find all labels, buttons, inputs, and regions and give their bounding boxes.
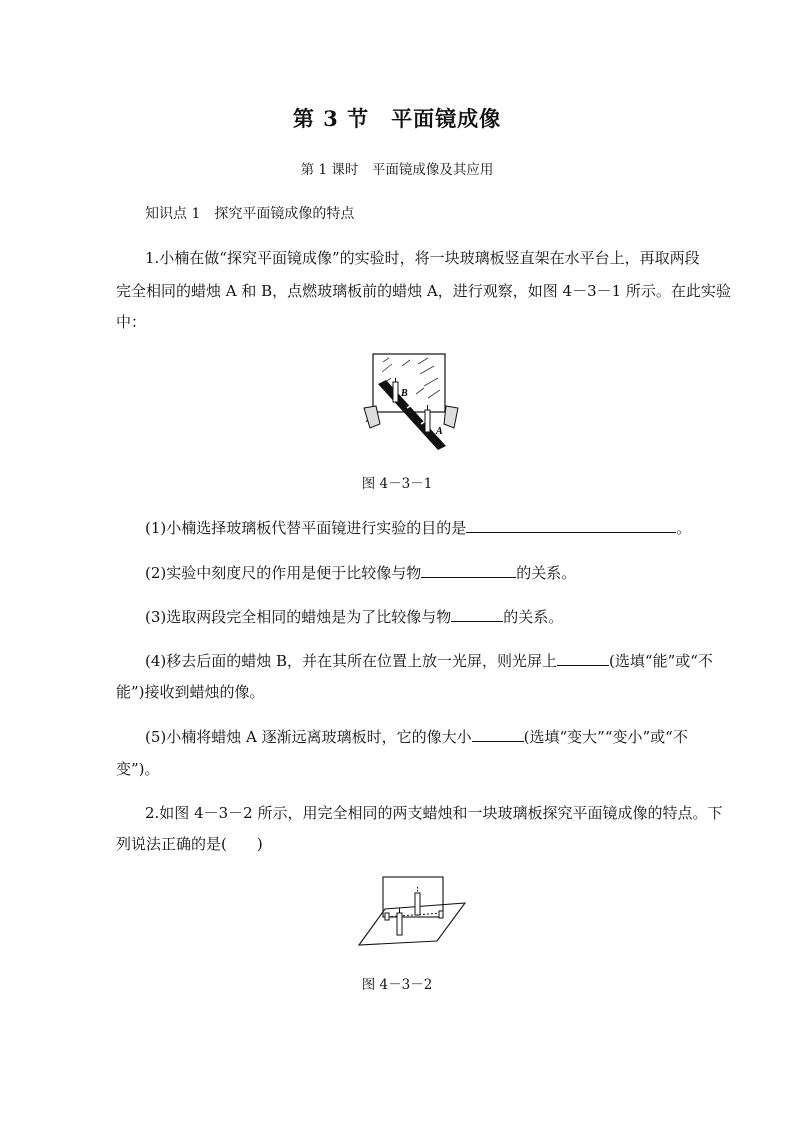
q1-sub4-text: (4)移去后面的蜡烛 B，并在其所在位置上放一光屏，则光屏上 [145,652,558,670]
q2-line-2: 列说法正确的是( ) [116,835,263,853]
q1-sub4-blank[interactable] [557,651,609,666]
candle-front [397,913,402,935]
page-title: 第 3 节 平面镜成像 [292,106,502,131]
q1-sub3 [145,606,563,627]
q1-line-3: 中： [116,313,147,331]
figure-4-3-2-caption: 图 4－3－2 [361,977,433,993]
ruler [378,380,446,450]
figure-4-3-2 [357,873,469,949]
label-b: B [401,388,408,399]
q1-sub4-line1 [145,650,713,671]
q1-sub2-text: (2)实验中刻度尺的作用是便于比较像与物 [145,564,422,582]
q1-sub5-line2: 变”)。 [116,760,160,778]
knowledge-point-heading: 知识点 1 探究平面镜成像的特点 [145,206,355,222]
q1-sub4-end: (选填“能”或“不 [609,652,713,670]
q1-line-2: 完全相同的蜡烛 A 和 B，点燃玻璃板前的蜡烛 A，进行观察，如图 4－3－1 所示。在此实验 [116,282,731,300]
q1-sub3-end: 的关系。 [503,608,564,626]
glass-plate-2 [383,877,443,917]
q1-sub1-blank[interactable] [466,518,676,533]
q1-sub5-end: (选填“变大”“变小”或“不 [523,728,688,746]
left-stand [364,406,380,428]
stand-left-2 [385,913,389,920]
figure-4-3-1-caption: 图 4－3－1 [361,476,433,492]
q1-sub2 [145,562,576,583]
label-a: A [436,426,443,437]
q1-sub1-end: 。 [676,519,692,537]
figure-4-3-1 [358,350,470,450]
q1-sub4-line2: 能”)接收到蜡烛的像。 [116,683,265,701]
candle-a [425,410,430,432]
q2-line-1: 2.如图 4－3－2 所示，用完全相同的两支蜡烛和一块玻璃板探究平面镜成像的特点。下 [145,804,723,822]
stand-right-2 [439,911,443,918]
q1-sub1-text: (1)小楠选择玻璃板代替平面镜进行实验的目的是 [145,519,467,537]
q1-sub5-line1 [145,726,688,747]
q1-sub5-text: (5)小楠将蜡烛 A 逐渐远离玻璃板时，它的像大小 [145,728,472,746]
q1-sub5-blank[interactable] [472,727,524,742]
q1-sub3-text: (3)选取两段完全相同的蜡烛是为了比较像与物 [145,608,452,626]
lesson-subtitle: 第 1 课时 平面镜成像及其应用 [300,162,494,178]
table-plane [359,903,465,945]
q1-sub3-blank[interactable] [451,607,503,622]
q1-sub2-end: 的关系。 [516,564,577,582]
q1-sub2-blank[interactable] [421,563,516,578]
candle-b [393,382,398,402]
right-stand [444,406,458,428]
q1-sub1 [145,517,691,538]
candle-behind [415,893,420,915]
q1-line-1: 1.小楠在做“探究平面镜成像”的实验时，将一块玻璃板竖直架在水平台上，再取两段 [145,249,700,267]
